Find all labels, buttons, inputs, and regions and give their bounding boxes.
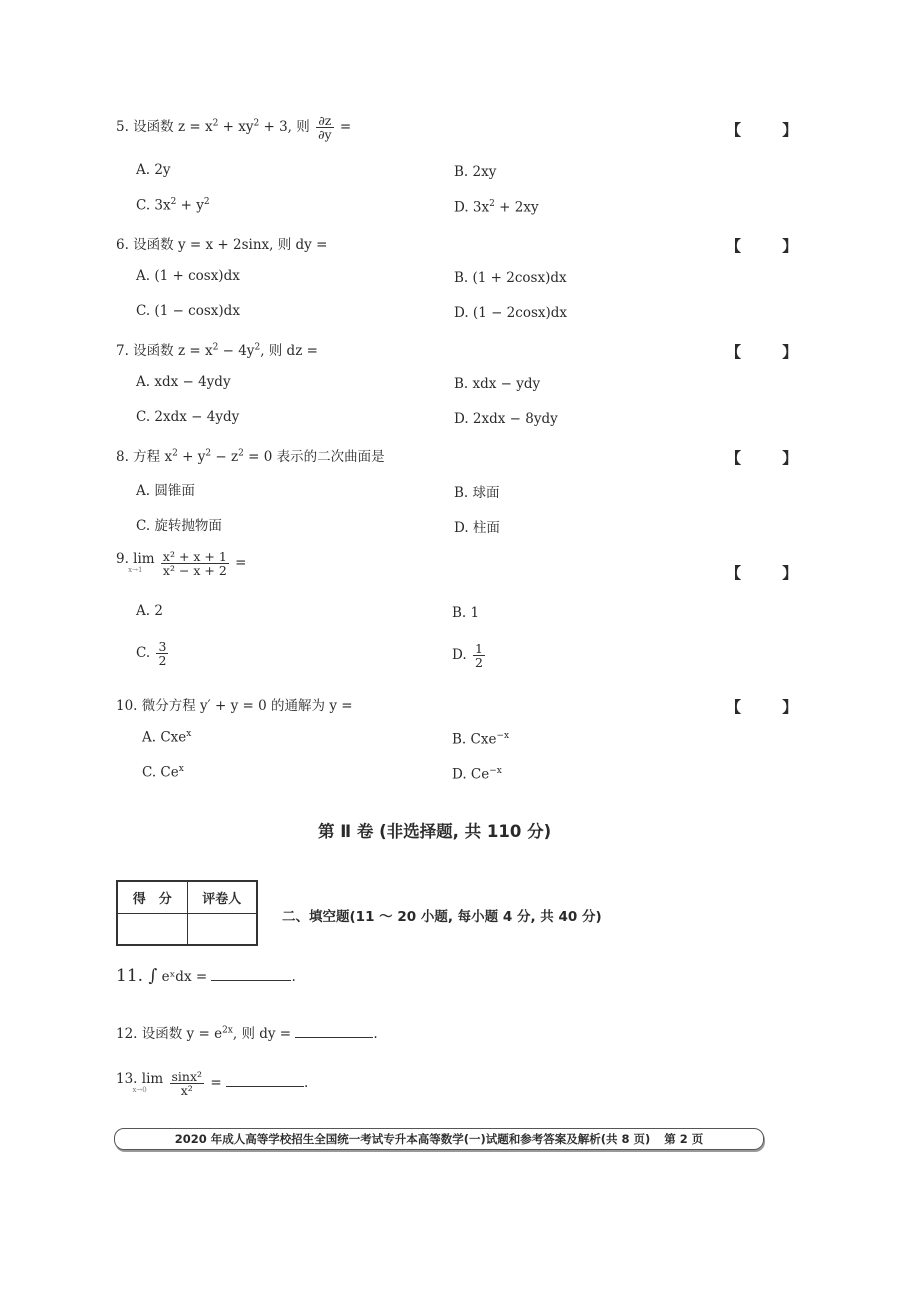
- q9-fraction: $\frac{\text{x² + x + 1}}{\text{x² − x + 2}}$: [162, 549, 227, 579]
- q5-fraction: $\frac{\partial z}{\partial y}$: [318, 113, 332, 143]
- page-footer: [114, 1128, 764, 1150]
- grader-label: 评卷人: [187, 881, 257, 913]
- q9-option-a: A. 2: [136, 603, 163, 619]
- question-7-stem: 7. 设函数 $z = x^2 - 4y^2$, 则 dz =: [116, 342, 318, 359]
- question-5-stem: 5. 设函数 $z = x^2 + xy^2 + 3$, 则 $\frac{\partial z}{\partial y}$ =: [116, 113, 352, 143]
- page-number: 第 2 页: [664, 1132, 704, 1146]
- score-label: 得 分: [117, 881, 187, 913]
- q8-option-a: A. 圆锥面: [136, 483, 195, 499]
- q7-option-a: A. xdx − 4ydy: [136, 374, 231, 390]
- question-11-stem: 11. ∫ eˣdx = .: [116, 966, 296, 986]
- grader-cell: [187, 913, 257, 945]
- q11-answer-blank: [211, 968, 291, 981]
- q13-answer-blank: [226, 1074, 304, 1087]
- q10-option-c: C. Ce$^x$: [142, 764, 184, 781]
- q5-option-c: C. $3x^2 + y^2$: [136, 197, 210, 214]
- answer-bracket-10: 【 】: [726, 698, 816, 716]
- question-12-stem: 12. 设函数 $y = e^{2x}$, 则 dy = .: [116, 1025, 378, 1042]
- q6-option-b: B. (1 + 2cosx)dx: [454, 270, 567, 286]
- answer-bracket-8: 【 】: [726, 449, 816, 467]
- answer-bracket-5: 【 】: [726, 121, 816, 139]
- q5-option-b: B. 2xy: [454, 164, 497, 180]
- q7-option-d: D. 2xdx − 8ydy: [454, 411, 558, 427]
- q8-option-c: C. 旋转抛物面: [136, 518, 222, 534]
- q10-option-d: D. $Ce^{-x}$: [452, 766, 502, 783]
- footer-text: 2020 年成人高等学校招生全国统一考试专升本高等数学(一)试题和参考答案及解析(共 8 页): [174, 1132, 651, 1146]
- answer-bracket-6: 【 】: [726, 237, 816, 255]
- section-2-title: 二、填空题(11 ～ 20 小题, 每小题 4 分, 共 40 分): [282, 909, 602, 925]
- q6-option-d: D. (1 − 2cosx)dx: [454, 305, 568, 321]
- q9-option-b: B. 1: [452, 605, 480, 621]
- part-2-title: 第 Ⅱ 卷 (非选择题, 共 110 分): [318, 822, 552, 841]
- q6-option-a: A. (1 + cosx)dx: [136, 268, 240, 284]
- answer-bracket-9: 【 】: [726, 564, 816, 582]
- q5-option-a: A. 2y: [136, 162, 171, 178]
- q6-option-c: C. (1 − cosx)dx: [136, 303, 240, 319]
- q10-option-a: A. Cxe$^x$: [142, 729, 192, 746]
- question-10-stem: 10. 微分方程 y′ + y = 0 的通解为 y =: [116, 698, 353, 714]
- answer-bracket-7: 【 】: [726, 343, 816, 361]
- question-13-stem: 13. lim x→0 $\frac{\text{sinx²}}{\text{x²}}$ = .: [116, 1069, 309, 1099]
- q10-option-b: B. Cxe$^{-x}$: [452, 731, 510, 748]
- q7-option-b: B. xdx − ydy: [454, 376, 541, 392]
- score-table: [116, 880, 258, 946]
- q12-answer-blank: [295, 1025, 373, 1038]
- q7-option-c: C. 2xdx − 4ydy: [136, 409, 240, 425]
- question-9-stem: 9. lim x→1 $\frac{\text{x² + x + 1}}{\text{x² − x + 2}}$ =: [116, 549, 247, 579]
- score-cell: [117, 913, 187, 945]
- q8-option-b: B. 球面: [454, 485, 500, 501]
- question-6-stem: 6. 设函数 y = x + 2sinx, 则 dy =: [116, 237, 328, 253]
- q5-option-d: D. $3x^2 + 2xy$: [454, 199, 539, 216]
- question-8-stem: 8. 方程 $x^2 + y^2 - z^2 = 0$ 表示的二次曲面是: [116, 448, 385, 465]
- q9-option-c: C. $\frac{3}{2}$: [136, 639, 167, 669]
- q8-option-d: D. 柱面: [454, 520, 500, 536]
- q9-option-d: D. $\frac{1}{2}$: [452, 641, 483, 671]
- q13-fraction: $\frac{\text{sinx²}}{\text{x²}}$: [171, 1069, 203, 1099]
